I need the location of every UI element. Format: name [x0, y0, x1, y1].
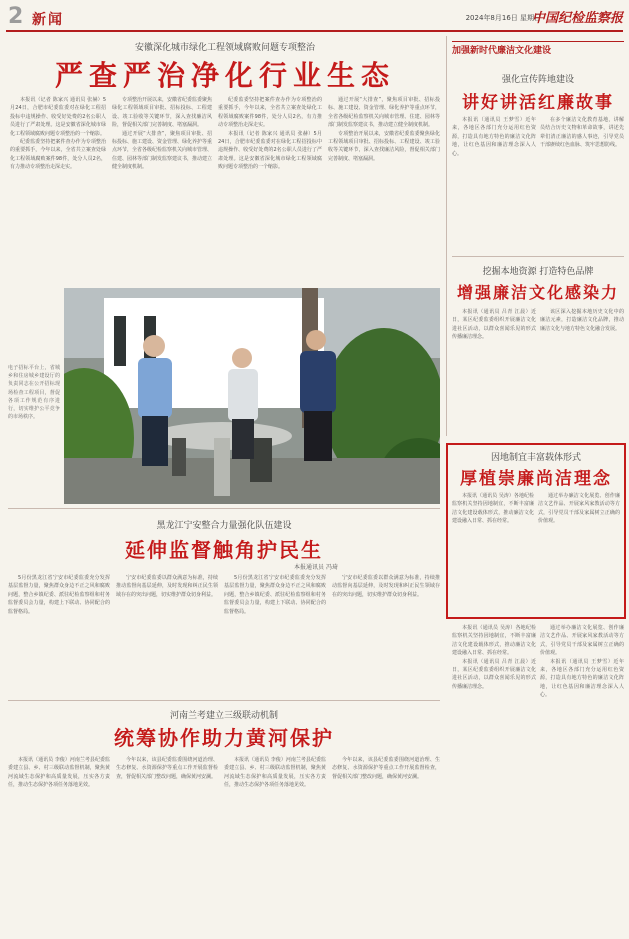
story2-col3: [224, 574, 326, 694]
story-paragraph: 宁安市纪委监委以群众满意为标准，持续推动监督向基层延伸，及时发现和纠正民生领域存在的突出问题，切实维护群众切身利益。: [116, 575, 218, 598]
story3-col2: [116, 756, 218, 924]
story-paragraph: 本报讯（通讯员 李俊）河南兰考县纪委监委建立县、乡、村三级联动监督机制，聚焦黄河流域生态保护和高质量发展，压实各方责任，推动生态保护各项任务落地见效。: [8, 757, 110, 789]
lead-column-3: [218, 96, 322, 286]
story2-col1: [8, 574, 110, 694]
story-paragraph: 今年以来，该县纪委监委围绕河道治理、生态修复、水资源保护等重点工作开展监督检查，督促相关部门整改问题，确保黄河安澜。: [332, 757, 440, 780]
story3-col3: [224, 756, 326, 924]
masthead-rule: [6, 30, 623, 32]
story3-headline: 统筹协作助力黄河保护: [114, 726, 334, 750]
sidebar-story1-kicker: 强化宣传阵地建设: [501, 75, 574, 85]
story-paragraph: 今年以来，该县纪委监委围绕河道治理、生态修复、水资源保护等重点工作开展监督检查，督促相关部门整改问题，确保黄河安澜。: [116, 757, 218, 780]
right-lower-col1: [452, 624, 536, 924]
story-paragraph: 5月份黑龙江省宁安市纪委监委充分发挥基层监督力量，聚焦群众身边不正之风和腐败问题，整合乡镇纪委、派驻纪检监察组和村务监督委员会力量，构建上下联动、协同配合的监督格局。: [8, 575, 110, 615]
lead-paragraph: 专项整治开展以来，安徽省纪委监委聚焦绿化工程领域项目审批、招标投标、工程建设、竣工验收等关键环节，深入查找廉洁风险，督促相关部门完善制度、堵塞漏洞。: [112, 97, 212, 129]
sidebar-paragraph: 本报讯（通讯员 王梦雪）近年来，各地区各部门充分运用红色资源，打造具有地方特色的廉洁文化阵地，让红色基因和廉洁理念深入人心。: [540, 658, 624, 699]
sidebar-story3-headline: 厚植崇廉尚洁理念: [460, 469, 612, 489]
sidebar-header: [452, 40, 624, 54]
lead-column-1: [10, 96, 106, 286]
sidebar-paragraph: 本报讯（通讯员 吕青 江晨）近日，某区纪委监委组织开展廉洁文化进社区活动，以群众喜闻乐见的形式传播廉洁理念。: [452, 658, 536, 690]
sidebar-paragraph: 本报讯（通讯员 吕青 江晨）近日，某区纪委监委组织开展廉洁文化进社区活动，以群众喜闻乐见的形式传播廉洁理念。: [452, 309, 536, 341]
column-divider: [446, 36, 447, 436]
lead-kicker: 安徽深化城市绿化工程领域腐败问题专项整治: [134, 43, 315, 53]
lead-paragraph: 通过开展“大排查”，聚焦项目审批、招标投标、施工建设、资金管理、绿化养护等重点环节，全省各级纪检监察机关向城市管理、住建、园林等部门制发监察建议书，推动建立健全制度机制。: [328, 97, 440, 129]
lead-photo: [64, 288, 440, 504]
story3-col1: [8, 756, 110, 924]
lead-paragraph: 通过开展“大排查”，聚焦项目审批、招标投标、施工建设、资金管理、绿化养护等重点环节，全省各级纪检监察机关向城市管理、住建、园林等部门制发监察建议书，推动建立健全制度机制。: [112, 130, 212, 171]
story2-col4: [332, 574, 440, 694]
sidebar-paragraph: 本报讯（通讯员 吴涛）各地纪检监察机关坚持因地制宜，不断丰富廉洁文化建设载体形式，推动廉洁文化建设融入日常、抓在经常。: [452, 625, 536, 657]
sidebar-section-label: 加强新时代廉洁文化建设: [452, 46, 552, 56]
lead-paragraph: 纪委监委坚持把案件查办作为专项整治的重要抓手，今年以来，全省共立案查处绿化工程领域腐败案件98件，处分人员2名，有力推动专项整治走深走实。: [10, 139, 106, 171]
sidebar-story1-col2: [540, 116, 624, 252]
sidebar-paragraph: 本报讯（通讯员 吴涛）各地纪检监察机关坚持因地制宜，不断丰富廉洁文化建设载体形式，推动廉洁文化建设融入日常、抓在经常。: [452, 493, 534, 525]
lead-paragraph: 纪委监委坚持把案件查办作为专项整治的重要抓手，今年以来，全省共立案查处绿化工程领域腐败案件98件，处分人员2名，有力推动专项整治走深走实。: [218, 97, 322, 129]
sidebar-story3-col1: [452, 492, 534, 614]
story3-col4: [332, 756, 440, 924]
story-divider: [8, 508, 440, 509]
lead-paragraph: 本报讯（记者 陈家兴 通讯员 张赫）5月24日，合肥市纪委监委对在绿化工程招投标中违规操作、收受好处费的2名公职人员进行了严肃处理。这是安徽省深化城市绿化工程领域腐败问题专项整治的一个缩影。: [218, 130, 322, 171]
masthead: [6, 4, 623, 28]
sidebar-story3-col2: [538, 492, 620, 614]
page-number: 2: [8, 4, 24, 29]
lead-column-4: [328, 96, 440, 286]
sidebar-paragraph: 本报讯（通讯员 王梦雪）近年来，各地区各部门充分运用红色资源，打造具有地方特色的廉洁文化阵地，让红色基因和廉洁理念深入人心。: [452, 117, 536, 157]
publication-date: 2024年8月16日 星期日: [465, 14, 541, 22]
photo-caption: 电子招标平台上，省城乡和住房城乡建设厅的负责同志在公开招标现场检查工程项目，督促各项工作规范有序进行，切实维护公平竞争的市场秩序。: [8, 365, 60, 421]
sidebar-rule: [452, 41, 624, 42]
story-paragraph: 本报讯（通讯员 李俊）河南兰考县纪委监委建立县、乡、村三级联动监督机制，聚焦黄河流域生态保护和高质量发展，压实各方责任，推动生态保护各项任务落地见效。: [224, 757, 326, 789]
sidebar-story3-kicker: 因地制宜丰富载体形式: [490, 453, 581, 463]
story2-byline: 本报通讯员 冯琦: [294, 564, 338, 571]
sidebar-story2-col2: [540, 308, 624, 434]
story-divider: [8, 700, 440, 701]
lead-paragraph: 本报讯（记者 陈家兴 通讯员 张赫）5月24日，合肥市纪委监委对在绿化工程招投标中违规操作、收受好处费的2名公职人员进行了严肃处理。这是安徽省深化城市绿化工程领域腐败问题专项整治的一个缩影。: [10, 97, 106, 137]
right-lower-col2: [540, 624, 624, 924]
story-paragraph: 宁安市纪委监委以群众满意为标准，持续推动监督向基层延伸，及时发现和纠正民生领域存在的突出问题，切实维护群众切身利益。: [332, 575, 440, 598]
lead-paragraph: 专项整治开展以来，安徽省纪委监委聚焦绿化工程领域项目审批、招标投标、工程建设、竣工验收等关键环节，深入查找廉洁风险，督促相关部门完善制度、堵塞漏洞。: [328, 130, 440, 162]
story2-col2: [116, 574, 218, 694]
lead-headline: 严查严治净化行业生态: [54, 59, 395, 92]
paper-logo: 中国纪检监察报: [531, 11, 623, 26]
sidebar-paragraph: 该区深入挖掘本地历史文化中的廉洁元素，打造廉洁文化品牌，推动廉洁文化与地方特色文化融合发展。: [540, 309, 624, 332]
story3-kicker: 河南兰考建立三级联动机制: [169, 711, 278, 721]
story2-kicker: 黑龙江宁安整合力量强化队伍建设: [156, 521, 292, 531]
sidebar-story1-headline: 讲好讲活红廉故事: [462, 93, 614, 113]
sidebar-paragraph: 通过举办廉洁文化展览、创作廉洁文艺作品、开展家风家教活动等方式，引导党员干部及家属树立正确的价值观。: [538, 493, 620, 525]
story2-headline: 延伸监督触角护民生: [125, 538, 323, 562]
section-name: 新闻: [32, 12, 64, 28]
sidebar-paragraph: 通过举办廉洁文化展览、创作廉洁文艺作品、开展家风家教活动等方式，引导党员干部及家属树立正确的价值观。: [540, 625, 624, 657]
sidebar-story2-kicker: 挖掘本地资源 打造特色品牌: [482, 267, 594, 277]
sidebar-paragraph: 在多个廉洁文化教育基地，讲解员结合历史文物和革命故事，讲述先辈们清正廉洁的感人事迹，引导党员干部赓续红色血脉、筑牢思想防线。: [540, 117, 624, 149]
sidebar-story2-headline: 增强廉洁文化感染力: [456, 283, 619, 302]
sidebar-divider: [452, 256, 624, 257]
story-paragraph: 5月份黑龙江省宁安市纪委监委充分发挥基层监督力量，聚焦群众身边不正之风和腐败问题，整合乡镇纪委、派驻纪检监察组和村务监督委员会力量，构建上下联动、协同配合的监督格局。: [224, 575, 326, 615]
sidebar-story1-col1: [452, 116, 536, 252]
sidebar-story2-col1: [452, 308, 536, 434]
lead-column-2: [112, 96, 212, 286]
